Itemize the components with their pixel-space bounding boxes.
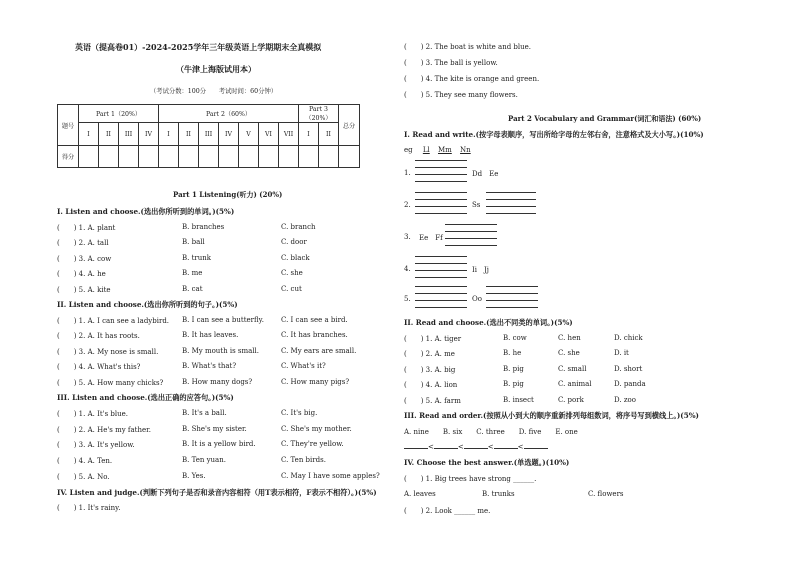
judge-item: ( ) 4. The kite is orange and green.	[404, 75, 540, 83]
writing-line[interactable]	[415, 199, 467, 200]
question-item	[57, 254, 111, 264]
option-b: B. he	[503, 349, 522, 357]
score-cell[interactable]	[239, 146, 259, 168]
given-letters: Ee Ff	[419, 234, 443, 242]
option-b: B. She's my sister.	[182, 425, 247, 433]
option-c: C. Ten birds.	[281, 456, 326, 464]
writing-line[interactable]	[415, 307, 467, 308]
option-c: C. black	[281, 254, 310, 262]
option-b: B. I can see a butterfly.	[182, 316, 264, 324]
p1-s4-heading: IV. Listen and judge.(判断下列句子是否和录音内容相符（用T表示相符，F表示不相符）。)(5%)	[57, 488, 377, 497]
part3-col: Part 3（20%）	[299, 105, 339, 123]
writing-line[interactable]	[486, 286, 538, 287]
p2-col: I	[159, 123, 179, 146]
option-d: D. panda	[614, 380, 646, 388]
score-cell[interactable]	[139, 146, 159, 168]
writing-line[interactable]	[486, 293, 538, 294]
question-text: ( ) 3. A. cow	[57, 255, 112, 263]
option-d: D. short	[614, 365, 643, 373]
write-item-number: 3.	[404, 233, 411, 241]
option-c: C. door	[281, 238, 307, 246]
less-than: <	[428, 443, 434, 451]
given-letters: Ss	[472, 201, 481, 209]
writing-line[interactable]	[445, 224, 497, 225]
option-b: B. It is a yellow bird.	[182, 440, 256, 448]
question-text: ( ) 1. Big trees have strong ______.	[404, 475, 537, 483]
p1-s1-heading: I. Listen and choose.(选出你所听到的单词。)(5%)	[57, 207, 235, 216]
score-cell[interactable]	[339, 146, 360, 168]
option-b: B. My mouth is small.	[182, 347, 260, 355]
writing-line[interactable]	[415, 167, 467, 168]
question-text: ( ) 1. A. I can see a ladybird.	[57, 317, 170, 325]
option-c: C. How many pigs?	[281, 378, 350, 386]
p2-s4-heading: IV. Choose the best answer.(单选题。)(10%)	[404, 458, 570, 467]
exam-title: 英语（提高卷01）-2024-2025学年三年级英语上学期期末全真模拟	[75, 42, 322, 52]
judge-item: ( ) 3. The ball is yellow.	[404, 59, 498, 67]
p2-s1-heading: I. Read and write.(按字母表顺序，写出所给字母的左邻右舍，注意格式及大小写。)(10%)	[404, 130, 704, 139]
question-text: ( ) 3. A. big	[404, 366, 456, 374]
writing-line[interactable]	[415, 270, 467, 271]
question-text: ( ) 4. A. lion	[404, 381, 458, 389]
p1-col: I	[79, 123, 99, 146]
writing-line[interactable]	[415, 174, 467, 175]
score-cell[interactable]	[119, 146, 139, 168]
question-item	[57, 285, 111, 295]
total-col: 总分	[339, 105, 360, 146]
question-text: ( ) 2. A. me	[404, 350, 455, 358]
option-c: C. They're yellow.	[281, 440, 344, 448]
question-text: ( ) 1. A. It's blue.	[57, 410, 129, 418]
order-blank[interactable]	[494, 441, 518, 449]
question-item	[57, 269, 106, 279]
question-text: ( ) 5. A. How many chicks?	[57, 379, 164, 387]
writing-line[interactable]	[486, 213, 536, 214]
p2-col: III	[199, 123, 219, 146]
option-c: C. It has branches.	[281, 331, 348, 339]
score-cell[interactable]	[319, 146, 339, 168]
exam-subtitle: （牛津上海版试用本）	[176, 64, 256, 74]
question-text: ( ) 1. A. plant	[57, 224, 116, 232]
writing-line[interactable]	[486, 206, 536, 207]
option-c: C. pork	[558, 396, 584, 404]
less-than: <	[457, 443, 464, 451]
writing-line[interactable]	[486, 300, 538, 301]
question-text: ( ) 2. A. It has roots.	[57, 332, 140, 340]
p2-s2-heading: II. Read and choose.(选出不同类的单词。)(5%)	[404, 318, 573, 327]
score-cell[interactable]	[199, 146, 219, 168]
number-words: A. nine B. six C. three D. five E. one	[404, 428, 578, 436]
p2-col: IV	[219, 123, 239, 146]
order-blank[interactable]	[524, 441, 548, 449]
example-row	[404, 146, 471, 154]
option-c: C. flowers	[588, 490, 624, 498]
judge-item: ( ) 2. The boat is white and blue.	[404, 43, 532, 51]
score-cell[interactable]	[79, 146, 99, 168]
eg-letter: Ll	[422, 146, 430, 154]
question-text: ( ) 5. A. kite	[57, 286, 111, 294]
score-cell[interactable]	[159, 146, 179, 168]
question-item	[57, 238, 109, 248]
option-b: B. ball	[182, 238, 205, 246]
option-a: A. leaves	[404, 490, 436, 498]
option-b: B. trunks	[482, 490, 515, 498]
question-text: ( ) 4. A. What's this?	[57, 363, 141, 371]
writing-line[interactable]	[486, 307, 538, 308]
question-text: ( ) 5. A. No.	[57, 473, 110, 481]
less-than: <	[487, 443, 494, 451]
eg-letter: Nn	[460, 146, 471, 154]
writing-line[interactable]	[415, 286, 467, 287]
write-item-number: 2.	[404, 201, 411, 209]
writing-line[interactable]	[445, 245, 497, 246]
p3-col: I	[299, 123, 319, 146]
question-text: ( ) 4. A. he	[57, 270, 106, 278]
option-c: C. animal	[558, 380, 592, 388]
writing-line[interactable]	[415, 213, 467, 214]
writing-line[interactable]	[415, 181, 467, 182]
writing-line[interactable]	[415, 293, 467, 294]
part2-col: Part 2（60%）	[159, 105, 299, 123]
writing-line[interactable]	[445, 231, 497, 232]
option-b: B. pig	[503, 380, 524, 388]
option-b: B. cow	[503, 334, 527, 342]
p1-col: III	[119, 123, 139, 146]
writing-line[interactable]	[415, 256, 467, 257]
p1-s2-heading: II. Listen and choose.(选出你所听到的句子。)(5%)	[57, 300, 238, 309]
writing-line[interactable]	[415, 300, 467, 301]
option-b: B. branches	[182, 223, 225, 231]
writing-line[interactable]	[415, 277, 467, 278]
option-c: C. It's big.	[281, 409, 318, 417]
score-cell[interactable]	[259, 146, 279, 168]
option-c: C. What's it?	[281, 362, 326, 370]
write-item-number: 5.	[404, 295, 411, 303]
score-table	[57, 104, 360, 168]
option-c: C. she	[281, 269, 303, 277]
p1-s3-heading: III. Listen and choose.(选出正确的应答句。)(5%)	[57, 393, 234, 402]
p2-col: V	[239, 123, 259, 146]
order-blank[interactable]	[434, 441, 458, 449]
write-item-number: 4.	[404, 265, 411, 273]
part1-heading: Part 1 Listening(听力) (20%)	[173, 190, 283, 199]
option-c: C. hen	[558, 334, 581, 342]
row-label-number: 题号	[58, 105, 79, 146]
writing-line[interactable]	[486, 199, 536, 200]
option-b: B. It has leaves.	[182, 331, 239, 339]
p2-col: VI	[259, 123, 279, 146]
writing-line[interactable]	[415, 160, 467, 161]
option-c: C. cut	[281, 285, 302, 293]
option-b: B. trunk	[182, 254, 212, 262]
question-text: ( ) 5. A. farm	[404, 397, 461, 405]
score-cell[interactable]	[99, 146, 119, 168]
option-c: C. she	[558, 349, 580, 357]
option-c: C. May I have some apples?	[281, 472, 380, 480]
option-b: B. What's that?	[182, 362, 237, 370]
given-letters: Dd Ee	[472, 170, 499, 178]
question-text: ( ) 2. Look ______ me.	[404, 507, 491, 515]
order-blanks[interactable]	[404, 441, 548, 451]
p2-col: VII	[279, 123, 299, 146]
less-than: <	[517, 443, 524, 451]
option-c: C. branch	[281, 223, 316, 231]
option-c: C. small	[558, 365, 587, 373]
option-b: B. pig	[503, 365, 524, 373]
option-d: D. it	[614, 349, 629, 357]
question-text: ( ) 1. A. tiger	[404, 335, 462, 343]
option-b: B. me	[182, 269, 203, 277]
option-c: C. I can see a bird.	[281, 316, 348, 324]
order-blank[interactable]	[404, 441, 428, 449]
score-cell[interactable]	[299, 146, 319, 168]
writing-line[interactable]	[415, 192, 467, 193]
writing-line[interactable]	[445, 238, 497, 239]
option-d: D. zoo	[614, 396, 636, 404]
option-b: B. Ten yuan.	[182, 456, 226, 464]
option-b: B. cat	[182, 285, 203, 293]
judge-item: ( ) 1. It's rainy.	[57, 504, 121, 512]
p1-col: II	[99, 123, 119, 146]
part2-heading: Part 2 Vocabulary and Grammar(词汇和语法) (60%)	[508, 114, 702, 123]
writing-line[interactable]	[415, 206, 467, 207]
option-b: B. Yes.	[182, 472, 206, 480]
question-item	[57, 223, 115, 233]
question-text: ( ) 3. A. It's yellow.	[57, 441, 135, 449]
option-b: B. It's a ball.	[182, 409, 227, 417]
eg-letter: Mm	[437, 146, 452, 154]
option-c: C. She's my mother.	[281, 425, 352, 433]
score-cell[interactable]	[279, 146, 299, 168]
option-b: B. How many dogs?	[182, 378, 253, 386]
question-text: ( ) 4. A. Ten.	[57, 457, 113, 465]
exam-meta: （考试分数：100分 考试时间：60分钟）	[150, 88, 278, 95]
score-cell[interactable]	[179, 146, 199, 168]
question-text: ( ) 3. A. My nose is small.	[57, 348, 159, 356]
score-cell[interactable]	[219, 146, 239, 168]
writing-line[interactable]	[415, 263, 467, 264]
row-label-score: 得分	[58, 146, 79, 168]
option-c: C. My ears are small.	[281, 347, 357, 355]
writing-line[interactable]	[486, 192, 536, 193]
write-item-number: 1.	[404, 169, 411, 177]
p1-col: IV	[139, 123, 159, 146]
question-text: ( ) 2. A. tall	[57, 239, 109, 247]
p3-col: II	[319, 123, 339, 146]
question-text: ( ) 2. A. He's my father.	[57, 426, 151, 434]
eg-label: eg	[404, 146, 413, 154]
given-letters: Ii Jj	[472, 266, 489, 274]
p2-col: II	[179, 123, 199, 146]
part1-col: Part 1（20%）	[79, 105, 159, 123]
given-letters: Oo	[472, 295, 482, 303]
order-blank[interactable]	[464, 441, 488, 449]
option-d: D. chick	[614, 334, 643, 342]
option-b: B. insect	[503, 396, 534, 404]
judge-item: ( ) 5. They see many flowers.	[404, 91, 518, 99]
p2-s3-heading: III. Read and order.(按照从小到大的顺序重新排列每组数词，将序号写到横线上。)(5%)	[404, 411, 699, 420]
